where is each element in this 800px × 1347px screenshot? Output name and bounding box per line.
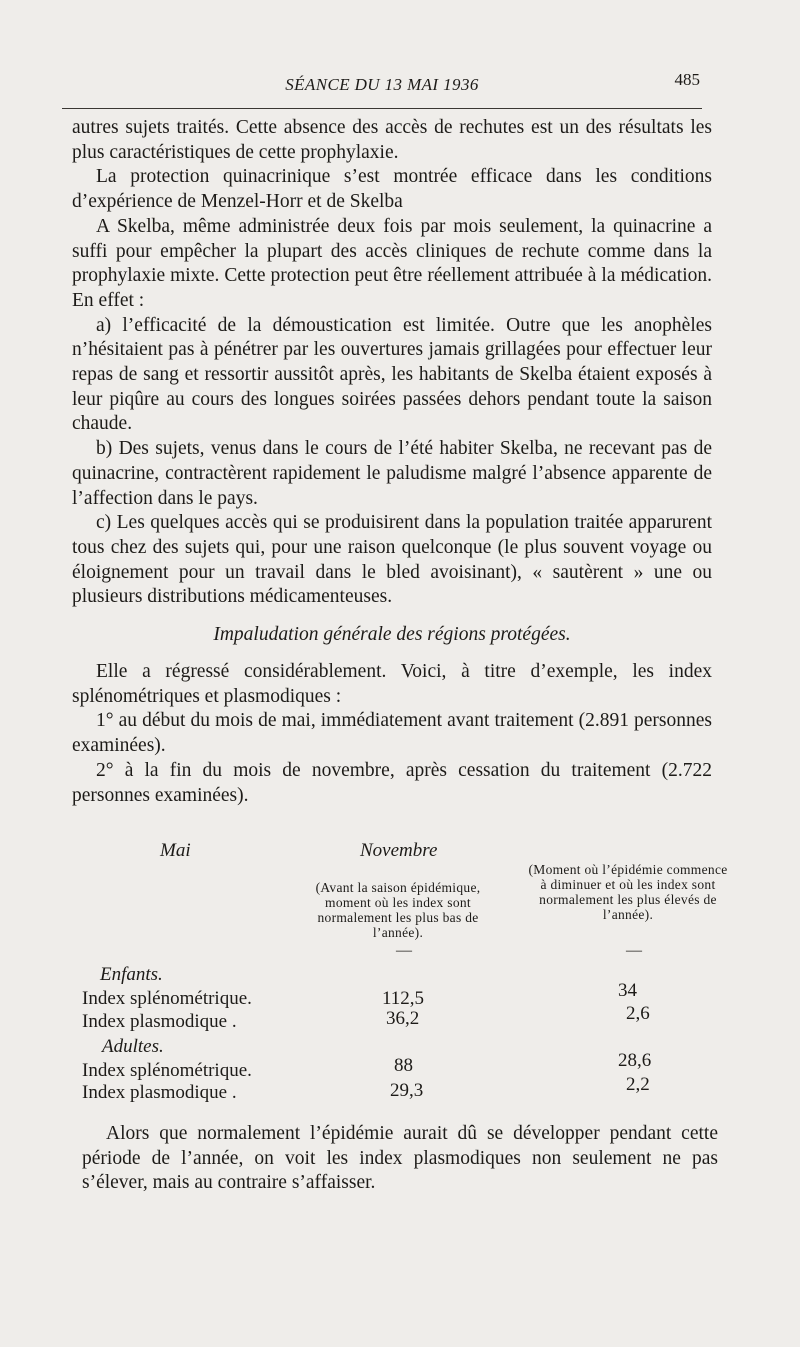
paragraph: a) l’efficacité de la démoustication est limitée. Outre que les anophèles n’hésitaient pas à pénétrer par les ouvertures jamais grillagées pour effectuer leur repas de sang et ressortir aussitôt après, les habitants de Skelba étaient exposés à leur piqûre au cours des longues soirées passées dehors pendant toute la saison chaude. [72,314,712,435]
closing-paragraph: Alors que normalement l’épidémie aurait dû se développer pendant cette période de l’année, on voit les index plasmodiques non seulement ne pas s’élever, mais au contraire s’affaisser. [82,1123,718,1194]
paragraph: Elle a régressé considérablement. Voici, à titre d’exemple, les index splénométriques et plasmodiques : [72,661,712,707]
value-mai: 29,3 [390,1080,424,1101]
row-label: Index splénométrique. [82,988,252,1009]
row-label: Index plasmodique . [82,1082,237,1103]
group-label-enfants: Enfants. [100,964,163,985]
value-mai: 112,5 [382,988,425,1009]
value-novembre: 28,6 [618,1050,652,1071]
paragraph: La protection quinacrinique s’est montrée efficace dans les conditions d’expérience de Menzel-Horr et de Skelba [72,166,712,213]
value-mai: 36,2 [386,1008,420,1029]
value-novembre: 2,2 [626,1074,650,1095]
note-avant-saison: (Avant la saison épidémique, moment où les index sont normalement les plus bas de l’année). [315,880,481,940]
row-label: Index splénométrique. [82,1060,252,1081]
dash-separator: — [396,942,412,959]
paragraph: 1° au début du mois de mai, immédiatement avant traitement (2.891 personnes examinées). [72,710,712,757]
paragraph: A Skelba, même administrée deux fois par mois seulement, la quinacrine a suffi pour empêcher la plupart des accès cliniques de rechute comme dans la prophylaxie mixte. Cette protection peut être réellement attribuée à la médication. En effet : [72,215,712,311]
note-moment-epidemie: (Moment où l’épidémie commence à diminuer et où les index sont normalement les plus élevés de l’année). [528,862,728,922]
running-title: SÉANCE DU 13 MAI 1936 [285,75,479,94]
page-number: 485 [674,70,700,89]
section-title: Impaludation générale des régions protégées. [213,624,571,646]
paragraph: b) Des sujets, venus dans le cours de l’été habiter Skelba, ne recevant pas de quinacrine, contractèrent rapidement le paludisme malgré l’absence apparente de l’affection dans le pays. [72,438,712,509]
row-label: Index plasmodique . [82,1011,237,1032]
paragraph: 2° à la fin du mois de novembre, après cessation du traitement (2.722 personnes examinées). [72,759,712,806]
value-novembre: 34 [618,980,637,1001]
paragraph: c) Les quelques accès qui se produisirent dans la population traitée apparurent tous chez des sujets qui, pour une raison quelconque (le plus souvent voyage ou éloignement pour un travail dans le bled avoisinant), « sautèrent » une ou plusieurs distributions médicamenteuses. [72,512,712,608]
value-novembre: 2,6 [626,1003,650,1024]
page-header [62,64,702,109]
value-mai: 88 [394,1055,413,1076]
column-header-novembre: Novembre [360,840,438,861]
paragraph: autres sujets traités. Cette absence des accès de rechutes est un des résultats les plus caractéristiques de cette prophylaxie. [72,117,712,163]
index-table [78,840,728,1110]
group-label-adultes: Adultes. [102,1036,164,1057]
dash-separator: — [626,942,642,959]
column-header-mai: Mai [160,840,191,861]
body-text [72,116,712,808]
